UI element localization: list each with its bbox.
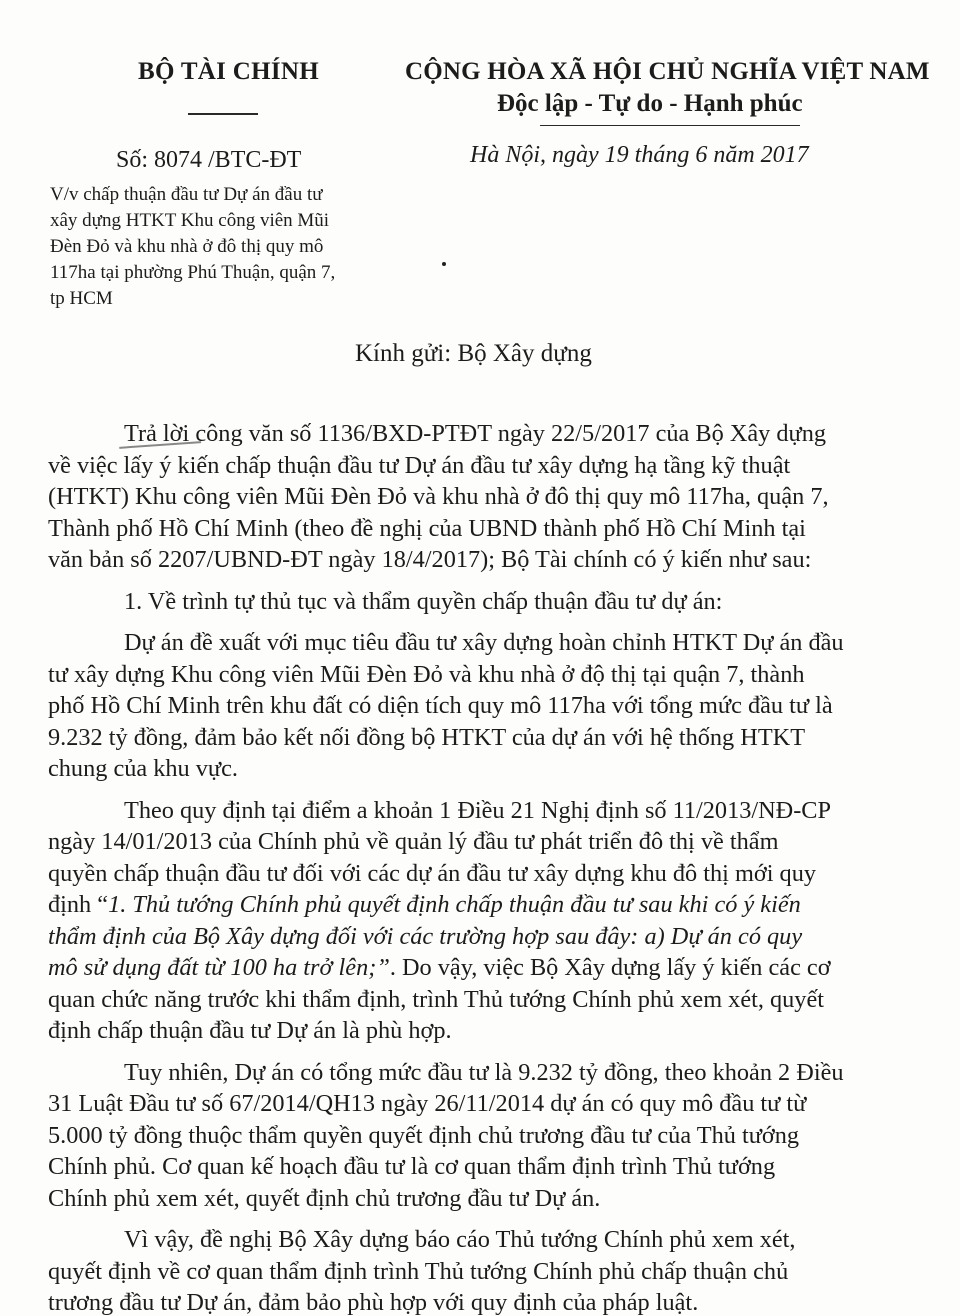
- body-line: [48, 1224, 914, 1256]
- body-line: [48, 952, 914, 984]
- body-text: quan chức năng trước khi thẩm định, trình Thủ tướng Chính phủ xem xét, quyết: [48, 985, 824, 1013]
- recipient-line: Kính gửi: Bộ Xây dựng: [355, 340, 592, 367]
- body-text: 5.000 tỷ đồng thuộc thẩm quyền quyết định chủ trương đầu tư của Thủ tướng: [48, 1121, 800, 1149]
- motto-underline: [540, 125, 800, 126]
- paragraph-spacer: [48, 1047, 914, 1057]
- body-text: trương đầu tư Dự án, đảm bảo phù hợp với quy định của pháp luật.: [48, 1289, 699, 1316]
- body-line: [48, 481, 914, 513]
- body-line: [48, 1287, 914, 1316]
- body-line: [48, 889, 914, 921]
- body-text: 9.232 tỷ đồng, đảm bảo kết nối đồng bộ HTKT của dự án với hệ thống HTKT: [48, 723, 806, 751]
- body-text: Tuy nhiên, Dự án có tổng mức đầu tư là 9.232 tỷ đồng, theo khoản 2 Điều: [124, 1058, 844, 1086]
- body-text: chung của khu vực.: [48, 755, 238, 782]
- body-paragraph: [48, 586, 914, 618]
- body-line: [48, 418, 914, 450]
- body-line: [48, 513, 914, 545]
- body-line: [48, 450, 914, 482]
- place-and-date: Hà Nội, ngày 19 tháng 6 năm 2017: [470, 142, 809, 168]
- national-title: CỘNG HÒA XÃ HỘI CHỦ NGHĨA VIỆT NAM: [405, 58, 930, 85]
- body-text: ngày 14/01/2013 của Chính phủ về quản lý đầu tư phát triển đô thị về thẩm: [48, 828, 779, 855]
- body-text: tư xây dựng Khu công viên Mũi Đèn Đỏ và khu nhà ở độ thị tại quận 7, thành: [48, 660, 805, 688]
- body-line: [48, 1151, 914, 1183]
- body-text: văn bản số 2207/UBND-ĐT ngày 18/4/2017); Bộ Tài chính có ý kiến như sau:: [48, 546, 812, 573]
- paragraph-spacer: [48, 785, 914, 795]
- body-text: Thành phố Hồ Chí Minh (theo đề nghị của UBND thành phố Hồ Chí Minh tại: [48, 514, 806, 542]
- paragraph-spacer: [48, 1214, 914, 1224]
- quoted-text: mô sử dụng đất từ 100 ha trở lên;”: [48, 954, 390, 981]
- body-line: [48, 1120, 914, 1152]
- subject-line: 117ha tại phường Phú Thuận, quận 7,: [50, 262, 336, 283]
- organization-underline: [188, 113, 258, 115]
- paragraph-spacer: [48, 617, 914, 627]
- body-paragraph: [48, 795, 914, 1047]
- body-line: [48, 1183, 914, 1215]
- issuing-organization: BỘ TÀI CHÍNH: [138, 58, 319, 85]
- body-paragraph: [48, 627, 914, 785]
- body-line: [48, 826, 914, 858]
- body-line: [48, 659, 914, 691]
- body-line: [48, 1088, 914, 1120]
- body-line: [48, 586, 914, 618]
- body-paragraph: [48, 1057, 914, 1215]
- body-text: về việc lấy ý kiến chấp thuận đầu tư Dự án đầu tư xây dựng hạ tầng kỹ thuật: [48, 451, 791, 479]
- body-text: Chính phủ. Cơ quan kế hoạch đầu tư là cơ quan thẩm định trình Thủ tướng: [48, 1153, 776, 1180]
- body-paragraph: [48, 1224, 914, 1316]
- body-line: [48, 690, 914, 722]
- body-text: quyết định về cơ quan thẩm định trình Thủ tướng Chính phủ chấp thuận chủ: [48, 1257, 789, 1285]
- body-text: Trả lời công văn số 1136/BXD-PTĐT ngày 22/5/2017 của Bộ Xây dựng: [124, 420, 827, 447]
- body-text: (HTKT) Khu công viên Mũi Đèn Đỏ và khu nhà ở đô thị quy mô 117ha, quận 7,: [48, 483, 829, 510]
- body-line: [48, 795, 914, 827]
- body-text: 31 Luật Đầu tư số 67/2014/QH13 ngày 26/11/2014 dự án có quy mô đầu tư từ: [48, 1090, 807, 1117]
- body-text: Dự án đề xuất với mục tiêu đầu tư xây dựng hoàn chỉnh HTKT Dự án đầu: [124, 629, 844, 656]
- body-text: Vì vậy, đề nghị Bộ Xây dựng báo cáo Thủ tướng Chính phủ xem xét,: [124, 1226, 796, 1253]
- body-line: [48, 984, 914, 1016]
- body-paragraph: [48, 418, 914, 576]
- subject-line: Đèn Đỏ và khu nhà ở đô thị quy mô: [50, 236, 324, 257]
- body-line: [48, 627, 914, 659]
- letter-body: [48, 418, 914, 1316]
- body-text: 1. Về trình tự thủ tục và thẩm quyền chấp thuận đầu tư dự án:: [124, 587, 723, 615]
- subject-line: tp HCM: [50, 288, 113, 309]
- body-line: [48, 1057, 914, 1089]
- body-line: [48, 1256, 914, 1288]
- ink-speck: [442, 262, 446, 266]
- body-text: Theo quy định tại điểm a khoản 1 Điều 21 Nghị định số 11/2013/NĐ-CP: [124, 796, 832, 824]
- body-text: Chính phủ xem xét, quyết định chủ trương đầu tư Dự án.: [48, 1184, 601, 1212]
- body-text: định chấp thuận đầu tư Dự án là phù hợp.: [48, 1017, 452, 1044]
- body-line: [48, 722, 914, 754]
- body-line: [48, 921, 914, 953]
- body-text: quyền chấp thuận đầu tư đối với các dự án đầu tư xây dựng khu đô thị mới quy: [48, 859, 816, 887]
- subject-block: [50, 182, 410, 312]
- paragraph-spacer: [48, 576, 914, 586]
- body-text: phố Hồ Chí Minh trên khu đất có diện tích quy mô 117ha với tổng mức đầu tư là: [48, 692, 833, 719]
- quoted-text: 1. Thủ tướng Chính phủ quyết định chấp thuận đầu tư sau khi có ý kiến: [108, 891, 801, 918]
- subject-line: V/v chấp thuận đầu tư Dự án đầu tư: [50, 184, 323, 205]
- subject-line: xây dựng HTKT Khu công viên Mũi: [50, 210, 330, 231]
- body-text: định “: [48, 891, 109, 918]
- document-number: Số: 8074 /BTC-ĐT: [116, 147, 302, 173]
- body-line: [48, 753, 914, 785]
- quoted-text: thẩm định của Bộ Xây dựng đối với các trường hợp sau đây: a) Dự án có quy: [48, 922, 803, 950]
- body-line: [48, 544, 914, 576]
- body-text: . Do vậy, việc Bộ Xây dựng lấy ý kiến các cơ: [389, 954, 831, 981]
- national-motto: Độc lập - Tự do - Hạnh phúc: [497, 90, 803, 117]
- body-line: [48, 858, 914, 890]
- body-line: [48, 1015, 914, 1047]
